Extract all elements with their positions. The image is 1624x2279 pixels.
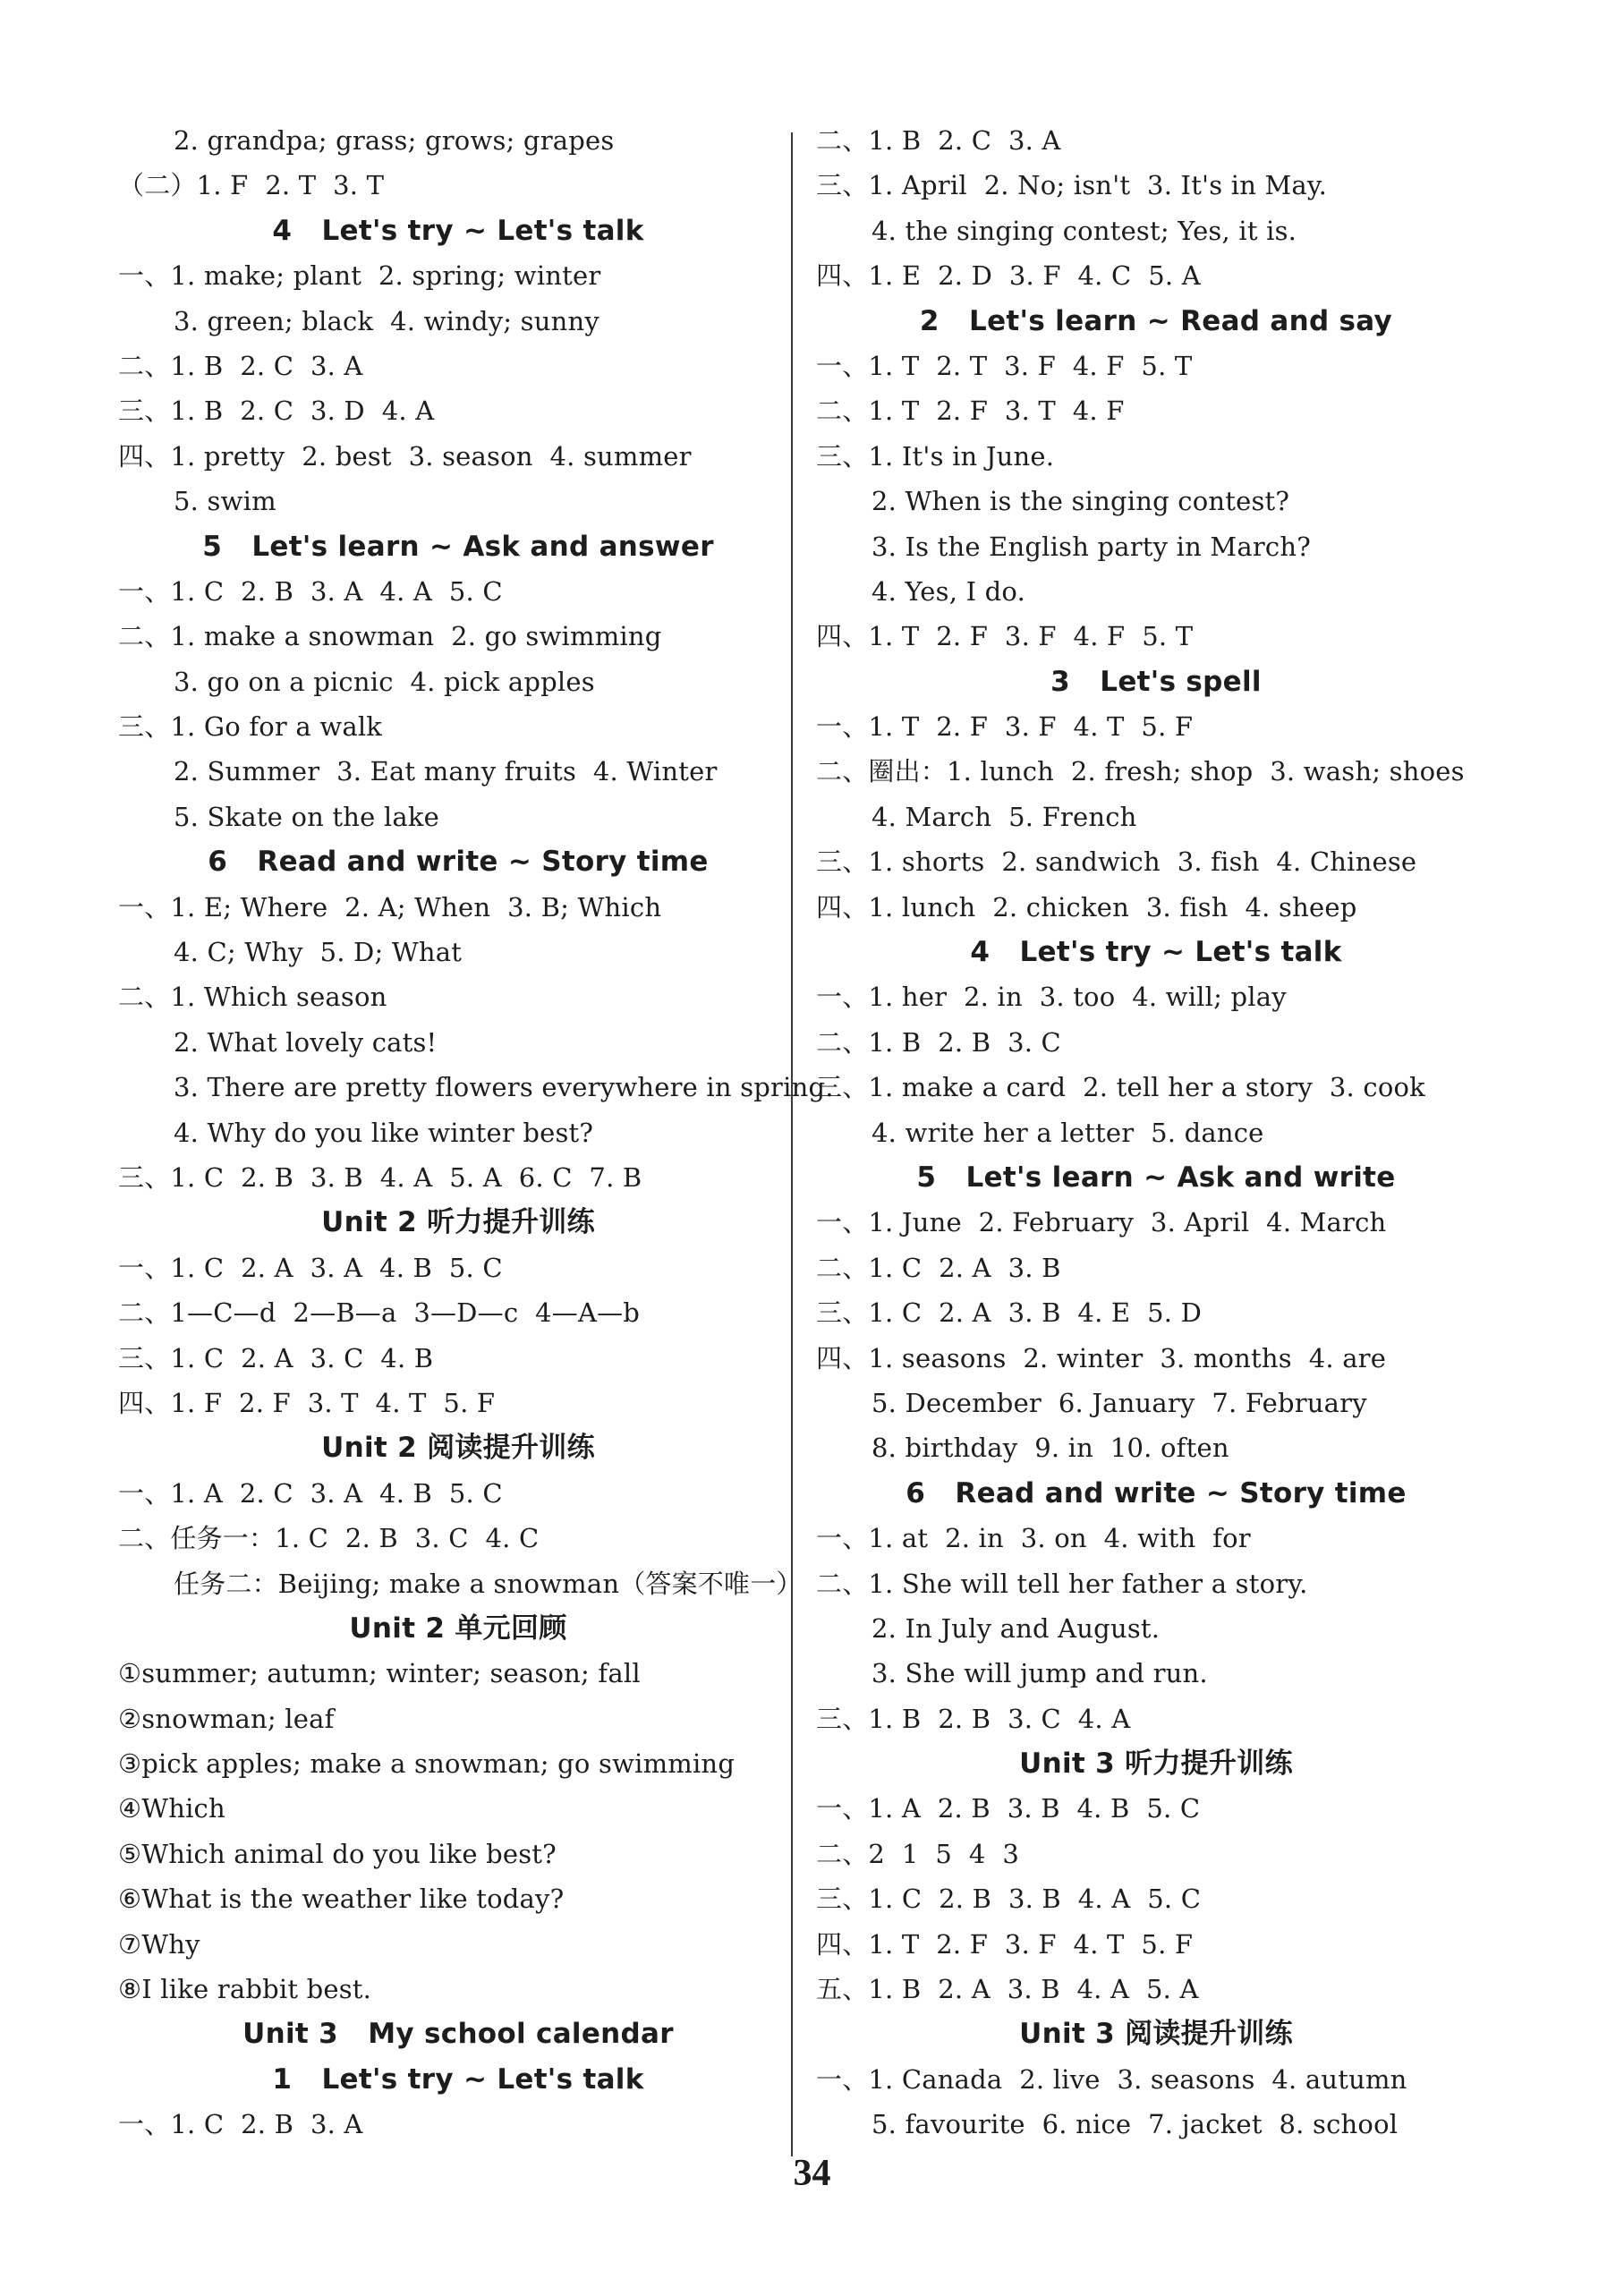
answer-line: 三、1. C 2. B 3. B 4. A 5. C xyxy=(816,1884,1202,1915)
answer-line: 5. Skate on the lake xyxy=(174,801,440,832)
answer-line: 二、1. Which season xyxy=(118,982,387,1013)
answer-line: 二、1. B 2. C 3. A xyxy=(816,125,1061,156)
answer-line: 四、1. pretty 2. best 3. season 4. summer xyxy=(118,440,692,472)
answer-line: 三、1. C 2. B 3. B 4. A 5. A 6. C 7. B xyxy=(118,1161,642,1193)
answer-line: 一、1. A 2. C 3. A 4. B 5. C xyxy=(118,1477,503,1509)
section-heading: 1 Let's try ~ Let's talk xyxy=(272,2062,644,2096)
answer-line: 二、1. make a snowman 2. go swimming xyxy=(118,621,662,652)
answer-line: 4. C; Why 5. D; What xyxy=(174,937,463,968)
left-answer-column xyxy=(118,118,834,2147)
answer-line: 一、1. June 2. February 3. April 4. March xyxy=(816,1207,1387,1238)
section-heading: Unit 3 My school calendar xyxy=(242,2018,674,2051)
answer-line: 5. swim xyxy=(174,486,276,517)
answer-line: 四、1. T 2. F 3. F 4. F 5. T xyxy=(816,621,1194,652)
section-heading: 4 Let's try ~ Let's talk xyxy=(272,214,644,247)
answer-line: （二）1. F 2. T 3. T xyxy=(118,170,385,201)
section-heading: 5 Let's learn ~ Ask and answer xyxy=(202,530,714,563)
section-heading: Unit 3 阅读提升训练 xyxy=(1019,2018,1293,2051)
section-heading: Unit 2 听力提升训练 xyxy=(321,1206,595,1239)
answer-line: ①summer; autumn; winter; season; fall xyxy=(118,1658,641,1689)
answer-line: 二、2 1 5 4 3 xyxy=(816,1838,1019,1869)
answer-line: 一、1. C 2. A 3. A 4. B 5. C xyxy=(118,1252,503,1283)
answer-line: 一、1. T 2. T 3. F 4. F 5. T xyxy=(816,350,1193,381)
answer-line: 3. Is the English party in March? xyxy=(872,531,1311,562)
answer-line: 2. In July and August. xyxy=(872,1612,1161,1644)
answer-line: 一、1. C 2. B 3. A 4. A 5. C xyxy=(118,575,503,607)
answer-line: 三、1. make a card 2. tell her a story 3. cook xyxy=(816,1072,1425,1103)
answer-line: 一、1. A 2. B 3. B 4. B 5. C xyxy=(816,1793,1201,1824)
answer-line: 2. Summer 3. Eat many fruits 4. Winter xyxy=(174,756,718,787)
answer-line: 四、1. F 2. F 3. T 4. T 5. F xyxy=(118,1387,496,1418)
answer-line: 3. She will jump and run. xyxy=(872,1658,1208,1689)
section-heading: 4 Let's try ~ Let's talk xyxy=(970,936,1342,969)
answer-line: 三、1. April 2. No; isn't 3. It's in May. xyxy=(816,170,1328,201)
answer-line: ⑥What is the weather like today? xyxy=(118,1884,565,1915)
answer-line: 三、1. B 2. B 3. C 4. A xyxy=(816,1703,1131,1734)
answer-line: 5. December 6. January 7. February xyxy=(872,1387,1367,1418)
answer-line: 一、1. at 2. in 3. on 4. with for xyxy=(816,1523,1251,1554)
answer-line: 二、任务一：1. C 2. B 3. C 4. C xyxy=(118,1523,540,1554)
answer-line: 三、1. C 2. A 3. B 4. E 5. D xyxy=(816,1297,1203,1329)
answer-line: 二、圈出：1. lunch 2. fresh; shop 3. wash; shoes xyxy=(816,756,1465,787)
section-heading: 2 Let's learn ~ Read and say xyxy=(919,304,1393,337)
section-heading: 6 Read and write ~ Story time xyxy=(906,1476,1407,1509)
answer-line: 二、1. T 2. F 3. T 4. F xyxy=(816,395,1125,427)
answer-line: 3. There are pretty flowers everywhere in spring. xyxy=(174,1072,834,1103)
answer-line: 三、1. It's in June. xyxy=(816,440,1055,472)
section-heading: Unit 2 单元回顾 xyxy=(349,1611,567,1645)
answer-line: 一、1. E; Where 2. A; When 3. B; Which xyxy=(118,891,662,923)
answer-line: 三、1. C 2. A 3. C 4. B xyxy=(118,1342,434,1373)
answer-line: 二、1. She will tell her father a story. xyxy=(816,1568,1308,1599)
answer-line: 四、1. lunch 2. chicken 3. fish 4. sheep xyxy=(816,891,1357,923)
answer-line: 四、1. T 2. F 3. F 4. T 5. F xyxy=(816,1928,1194,1960)
answer-line: 2. When is the singing contest? xyxy=(872,486,1290,517)
answer-line: 二、1. B 2. C 3. A xyxy=(118,350,363,381)
column-divider xyxy=(791,132,793,2156)
answer-line: ⑧I like rabbit best. xyxy=(118,1974,372,2005)
answer-line: 2. grandpa; grass; grows; grapes xyxy=(174,125,615,156)
answer-line: 三、1. shorts 2. sandwich 3. fish 4. Chinese xyxy=(816,846,1417,878)
page-number: 34 xyxy=(793,2153,831,2194)
answer-line: 二、1—C—d 2—B—a 3—D—c 4—A—b xyxy=(118,1297,641,1329)
answer-line: 三、1. B 2. C 3. D 4. A xyxy=(118,395,435,427)
answer-line: 3. go on a picnic 4. pick apples xyxy=(174,666,595,697)
answer-line: 一、1. make; plant 2. spring; winter xyxy=(118,260,601,292)
section-heading: Unit 2 阅读提升训练 xyxy=(321,1432,595,1465)
answer-line: 一、1. Canada 2. live 3. seasons 4. autumn xyxy=(816,2063,1407,2095)
answer-line: ⑦Why xyxy=(118,1928,200,1960)
answer-line: 4. Yes, I do. xyxy=(872,575,1025,607)
answer-line: 四、1. seasons 2. winter 3. months 4. are xyxy=(816,1342,1387,1373)
section-heading: Unit 3 听力提升训练 xyxy=(1019,1748,1293,1781)
answer-line: 4. March 5. French xyxy=(872,801,1137,832)
answer-line: 一、1. C 2. B 3. A xyxy=(118,2109,363,2140)
answer-line: ⑤Which animal do you like best? xyxy=(118,1838,557,1869)
answer-line: 一、1. T 2. F 3. F 4. T 5. F xyxy=(816,711,1194,743)
answer-line: 四、1. E 2. D 3. F 4. C 5. A xyxy=(816,260,1201,292)
answer-line: 4. write her a letter 5. dance xyxy=(872,1117,1264,1148)
answer-line: 五、1. B 2. A 3. B 4. A 5. A xyxy=(816,1974,1199,2005)
answer-line: 任务二：Beijing; make a snowman（答案不唯一） xyxy=(174,1568,803,1599)
answer-line: 三、1. Go for a walk xyxy=(118,711,383,743)
answer-line: 4. the singing contest; Yes, it is. xyxy=(872,215,1297,246)
answer-line: 二、1. C 2. A 3. B xyxy=(816,1252,1061,1283)
answer-line: ③pick apples; make a snowman; go swimming xyxy=(118,1748,735,1780)
answer-line: 8. birthday 9. in 10. often xyxy=(872,1433,1229,1464)
section-heading: 6 Read and write ~ Story time xyxy=(208,846,709,879)
answer-line: 5. favourite 6. nice 7. jacket 8. school xyxy=(872,2109,1399,2140)
section-heading: 5 Let's learn ~ Ask and write xyxy=(916,1161,1396,1194)
answer-line: 2. What lovely cats! xyxy=(174,1026,438,1058)
answer-line: 4. Why do you like winter best? xyxy=(174,1117,594,1148)
answer-line: ②snowman; leaf xyxy=(118,1703,335,1734)
answer-line: 一、1. her 2. in 3. too 4. will; play xyxy=(816,982,1287,1013)
section-heading: 3 Let's spell xyxy=(1050,665,1262,698)
answer-line: ④Which xyxy=(118,1793,225,1824)
answer-line: 3. green; black 4. windy; sunny xyxy=(174,305,599,336)
answer-line: 二、1. B 2. B 3. C xyxy=(816,1026,1061,1058)
right-answer-column xyxy=(816,118,1496,2147)
